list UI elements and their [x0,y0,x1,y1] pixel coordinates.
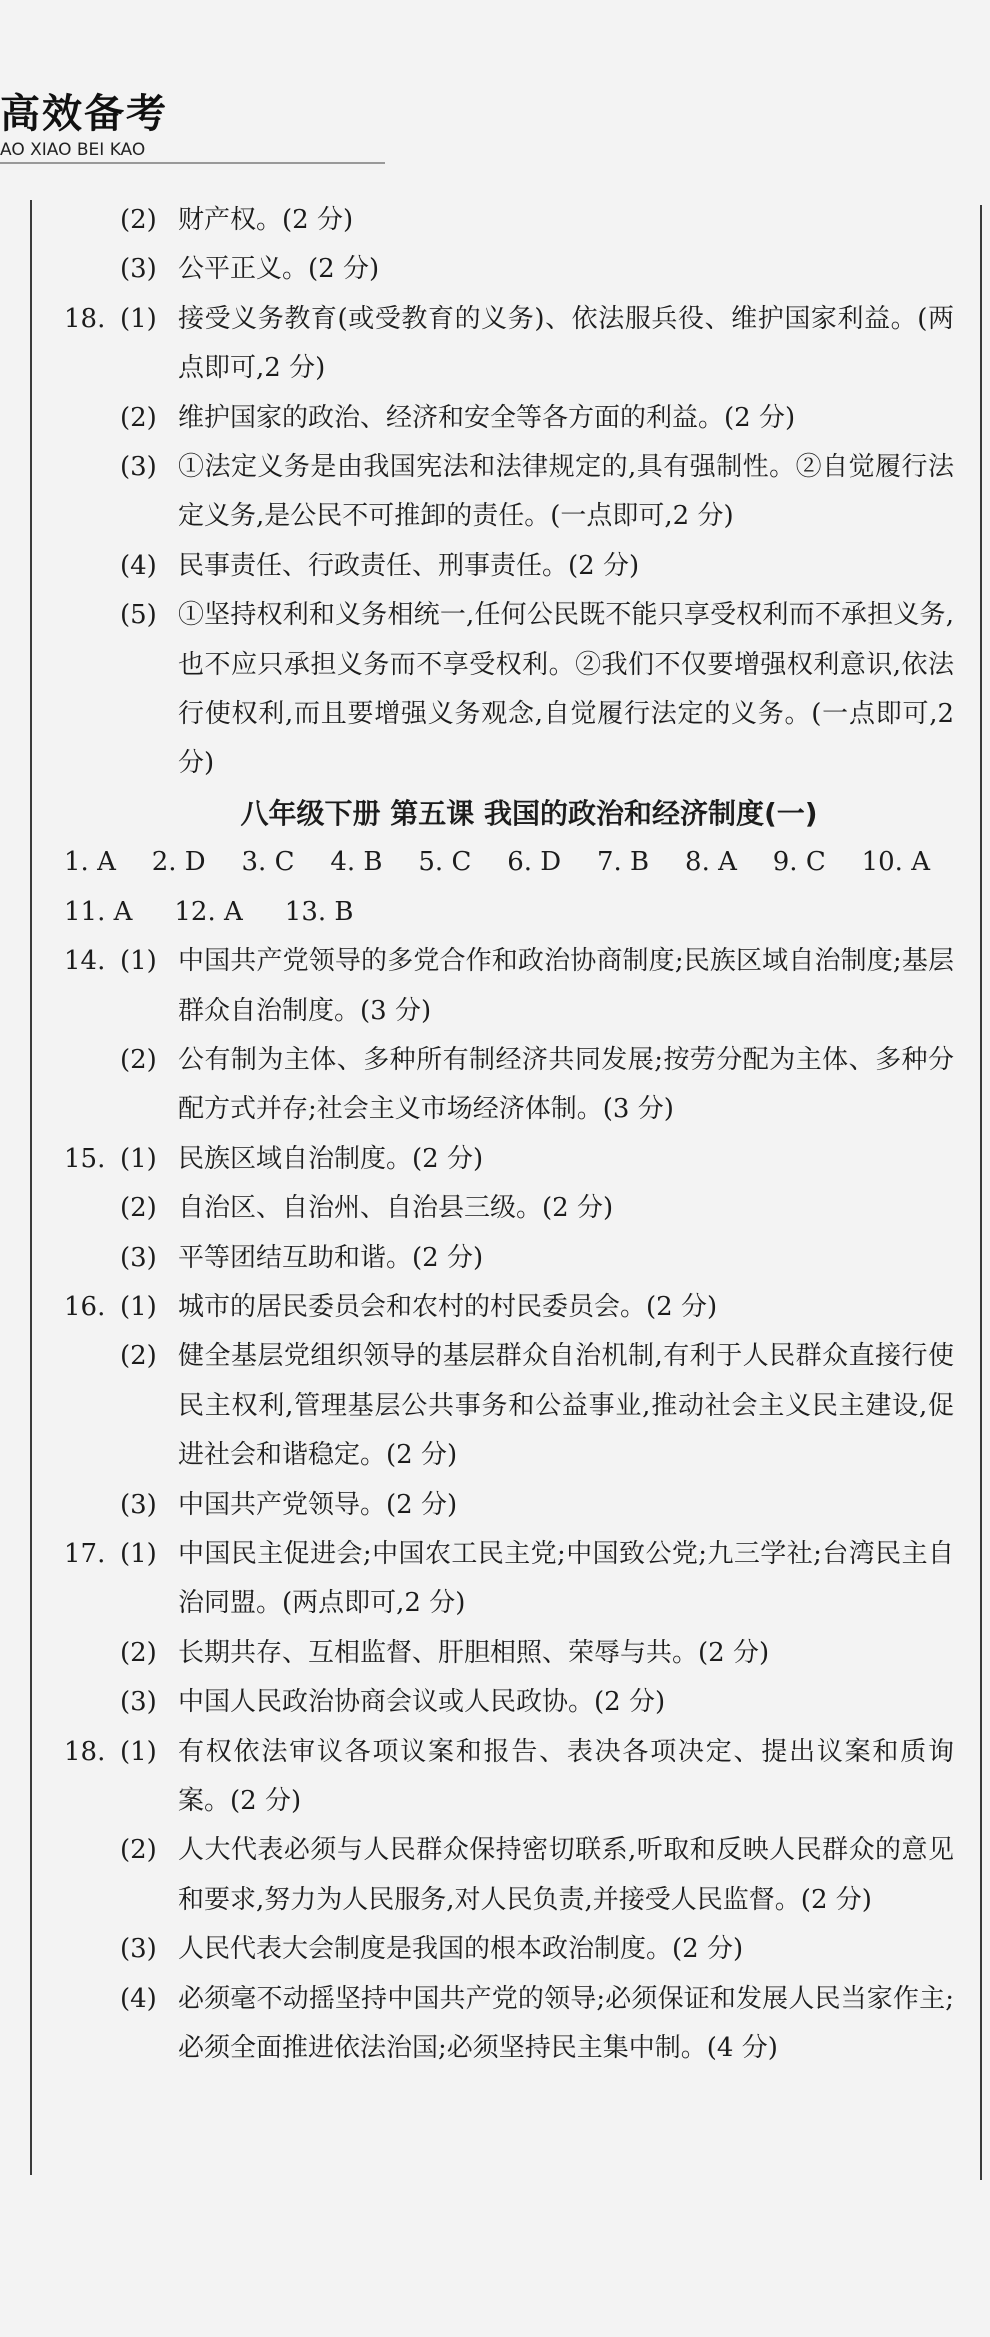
brand-header [0,92,168,160]
answer-text: 城市的居民委员会和农村的村民委员会。(2 分) [178,1291,718,1322]
sub-question-number: (1) [120,946,157,977]
answer-text: 健全基层党组织领导的基层群众自治机制,有利于人民群众直接行使民主权利,管理基层公共事务和公益事业,推动社会主义民主建设,促进社会和谐稳定。(2 分) [178,1341,954,1471]
sub-question-number: (2) [120,1044,157,1075]
answer-text: 财产权。(2 分) [178,205,354,235]
question-number: 18. [64,1736,106,1767]
answer-item [64,1629,954,1678]
answer-item [64,1826,954,1925]
section-title: 八年级下册 第五课 我国的政治和经济制度(一) [240,796,818,830]
choice-answer: 7. B [596,847,650,878]
answer-text: 必须毫不动摇坚持中国共产党的领导;必须保证和发展人民当家作主;必须全面推进依法治国;必须坚持民主集中制。(4 分) [178,1983,954,2064]
answer-item [64,196,954,245]
answer-item [64,937,954,1036]
sub-question-number: (3) [120,1934,157,1965]
question-number: 14. [64,946,106,977]
answer-text: 中国共产党领导的多党合作和政治协商制度;民族区域自治制度;基层群众自治制度。(3 分) [178,946,954,1026]
sub-question-number: (2) [120,1341,157,1372]
answer-item [64,1234,954,1283]
sub-question-number: (1) [120,303,157,334]
answer-item [64,1678,954,1727]
answer-item [64,591,954,789]
answer-item [64,1925,954,1974]
answer-item [64,1728,954,1827]
sub-question-number: (5) [120,600,157,631]
answer-item [64,394,954,443]
choice-answer: 10. A [861,847,930,878]
answer-text: 公平正义。(2 分) [178,254,380,285]
answer-text: 人民代表大会制度是我国的根本政治制度。(2 分) [178,1934,744,1965]
sub-question-number: (3) [120,1489,157,1520]
choice-answer: 11. A [64,896,133,927]
choice-answers-row1 [64,838,954,887]
question-number: 15. [64,1143,106,1174]
answer-list-part2 [64,937,954,2073]
sub-question-number: (2) [120,205,157,235]
answer-text: 人大代表必须与人民群众保持密切联系,听取和反映人民群众的意见和要求,努力为人民服务,对人民负责,并接受人民监督。(2 分) [178,1835,954,1915]
choice-answer: 5. C [418,847,472,878]
sub-question-number: (3) [120,1242,157,1273]
answer-item [64,1184,954,1233]
sub-question-number: (2) [120,402,157,433]
sub-question-number: (1) [120,1143,157,1174]
answer-item [64,1135,954,1184]
answer-text: 公有制为主体、多种所有制经济共同发展;按劳分配为主体、多种分配方式并存;社会主义市场经济体制。(3 分) [178,1044,954,1125]
sub-question-number: (3) [120,452,157,483]
question-number: 18. [64,303,106,334]
answer-item [64,443,954,542]
answer-content [64,196,954,2073]
sub-question-number: (1) [120,1291,157,1322]
sub-question-number: (2) [120,1835,157,1866]
answer-item [64,1530,954,1629]
answer-text: 长期共存、互相监督、肝胆相照、荣辱与共。(2 分) [178,1637,770,1668]
answer-text: 有权依法审议各项议案和报告、表决各项决定、提出议案和质询案。(2 分) [178,1736,954,1816]
answer-text: 自治区、自治州、自治县三级。(2 分) [178,1193,614,1224]
answer-text: 维护国家的政治、经济和安全等各方面的利益。(2 分) [178,402,796,433]
answer-text: 中国共产党领导。(2 分) [178,1489,458,1520]
choice-answer: 13. B [284,896,354,927]
answer-text: 民族区域自治制度。(2 分) [178,1143,484,1174]
answer-text: ①坚持权利和义务相统一,任何公民既不能只享受权利而不承担义务,也不应只承担义务而不享受权利。②我们不仅要增强权利意识,依法行使权利,而且要增强义务观念,自觉履行法定的义务。(一点即可,2 分) [178,600,954,779]
choice-answer: 9. C [772,847,826,878]
brand-pinyin: AO XIAO BEI KAO [0,140,146,160]
answer-item [64,1283,954,1332]
choice-answer: 6. D [507,847,562,878]
right-margin-rule [980,205,982,2180]
brand-title: 高效备考 [0,91,168,137]
sub-question-number: (2) [120,1637,157,1668]
answer-item [64,295,954,394]
answer-item [64,1332,954,1480]
sub-question-number: (2) [120,1193,157,1224]
answer-text: 民事责任、行政责任、刑事责任。(2 分) [178,550,640,581]
answer-item [64,1036,954,1135]
answer-item [64,245,954,294]
question-number: 16. [64,1291,106,1322]
choice-answer: 2. D [151,847,206,878]
answer-text: 平等团结互助和谐。(2 分) [178,1242,484,1273]
header-rule [0,162,385,164]
sub-question-number: (4) [120,1983,157,2014]
sub-question-number: (1) [120,1538,157,1569]
answer-text: 中国人民政治协商会议或人民政协。(2 分) [178,1687,666,1718]
sub-question-number: (4) [120,550,157,581]
choice-answer: 12. A [174,896,243,927]
choice-answers-row2 [64,888,954,937]
answer-text: 中国民主促进会;中国农工民主党;中国致公党;九三学社;台湾民主自治同盟。(两点即可,2 分) [178,1538,954,1619]
answer-text: 接受义务教育(或受教育的义务)、依法服兵役、维护国家利益。(两点即可,2 分) [178,303,954,384]
sub-question-number: (1) [120,1736,157,1767]
choice-answer: 3. C [241,847,295,878]
sub-question-number: (3) [120,1687,157,1718]
answer-item [64,1481,954,1530]
left-margin-rule [30,200,32,2175]
choice-answer: 8. A [685,847,737,878]
choice-answer: 1. A [64,847,116,878]
answer-text: ①法定义务是由我国宪法和法律规定的,具有强制性。②自觉履行法定义务,是公民不可推卸的责任。(一点即可,2 分) [178,452,954,532]
choice-answer: 4. B [330,847,383,878]
sub-question-number: (3) [120,254,157,285]
answer-item [64,542,954,591]
answer-list-part1 [64,196,954,789]
answer-item [64,1975,954,2074]
question-number: 17. [64,1538,106,1569]
